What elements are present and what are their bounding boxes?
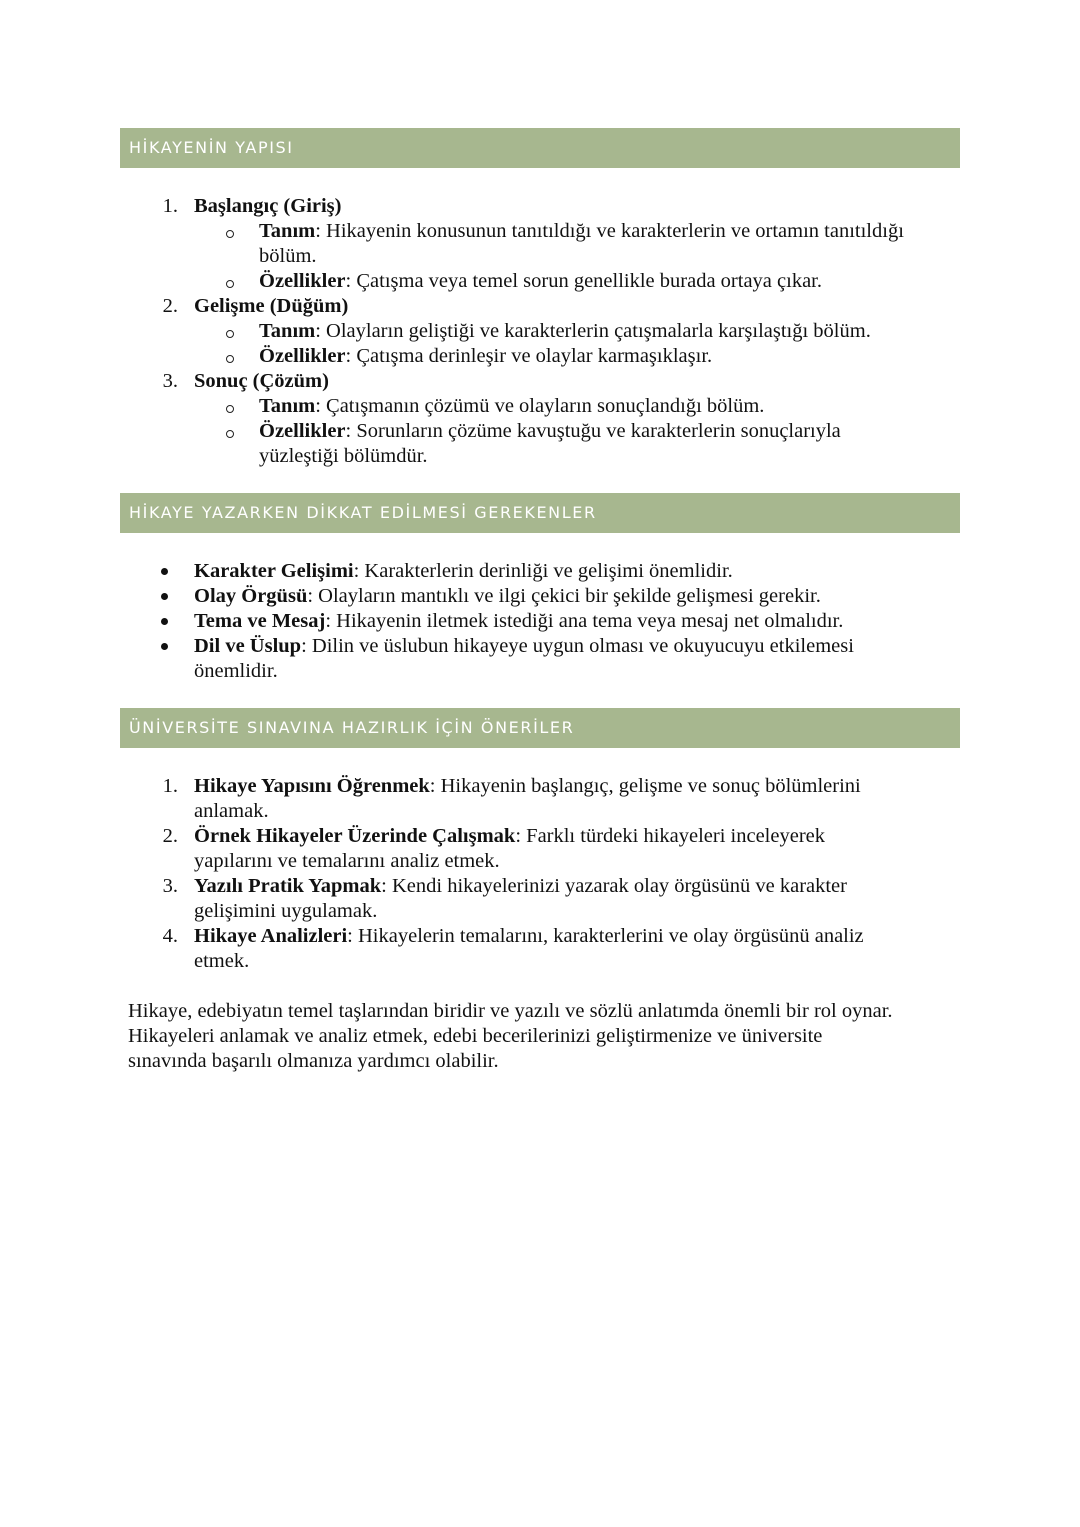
tip-item-continued: önemlidir. <box>194 660 278 682</box>
list-number: 2. <box>162 825 178 847</box>
exam-item: Örnek Hikayeler Üzerinde Çalışmak: Farklı türdeki hikayeleri inceleyerek <box>194 825 825 847</box>
list-item: Tanım: Çatışmanın çözümü ve olayların sonuçlandığı bölüm. <box>259 395 765 417</box>
list-number: 2. <box>162 295 178 317</box>
list-heading: Sonuç (Çözüm) <box>194 370 329 392</box>
circle-bullet-icon <box>226 430 234 438</box>
tip-item: Karakter Gelişimi: Karakterlerin derinliği ve gelişimi önemlidir. <box>194 560 733 582</box>
exam-item: Hikaye Analizleri: Hikayelerin temalarını, karakterlerini ve olay örgüsünü analiz <box>194 925 864 947</box>
bullet-icon <box>161 568 168 575</box>
exam-item-continued: yapılarını ve temalarını analiz etmek. <box>194 850 500 872</box>
exam-item: Hikaye Yapısını Öğrenmek: Hikayenin başlangıç, gelişme ve sonuç bölümlerini <box>194 775 861 797</box>
list-number: 3. <box>162 370 178 392</box>
bullet-icon <box>161 593 168 600</box>
exam-item-continued: anlamak. <box>194 800 269 822</box>
circle-bullet-icon <box>226 355 234 363</box>
tip-item: Dil ve Üslup: Dilin ve üslubun hikayeye uygun olması ve okuyucuyu etkilemesi <box>194 635 854 657</box>
conclusion-line: Hikayeleri anlamak ve analiz etmek, edebi becerilerinizi geliştirmenize ve üniversite <box>128 1025 823 1047</box>
section-header-exam: ÜNİVERSİTE SINAVINA HAZIRLIK İÇİN ÖNERİLER <box>120 708 960 748</box>
conclusion-line: sınavında başarılı olmanıza yardımcı olabilir. <box>128 1050 499 1072</box>
list-item: Özellikler: Sorunların çözüme kavuştuğu ve karakterlerin sonuçlarıyla <box>259 420 841 442</box>
circle-bullet-icon <box>226 405 234 413</box>
circle-bullet-icon <box>226 230 234 238</box>
section-header-tips: HİKAYE YAZARKEN DİKKAT EDİLMESİ GEREKENLER <box>120 493 960 533</box>
list-item: Özellikler: Çatışma derinleşir ve olaylar karmaşıklaşır. <box>259 345 713 367</box>
section-header-structure: HİKAYENİN YAPISI <box>120 128 960 168</box>
list-item: Tanım: Hikayenin konusunun tanıtıldığı ve karakterlerin ve ortamın tanıtıldığı <box>259 220 904 242</box>
bullet-icon <box>161 643 168 650</box>
list-number: 1. <box>162 775 178 797</box>
list-item: Özellikler: Çatışma veya temel sorun genellikle burada ortaya çıkar. <box>259 270 822 292</box>
exam-item-continued: gelişimini uygulamak. <box>194 900 378 922</box>
list-item-continued: bölüm. <box>259 245 317 267</box>
tip-item: Tema ve Mesaj: Hikayenin iletmek istediği ana tema veya mesaj net olmalıdır. <box>194 610 844 632</box>
list-item-continued: yüzleştiği bölümdür. <box>259 445 428 467</box>
bullet-icon <box>161 618 168 625</box>
circle-bullet-icon <box>226 280 234 288</box>
list-item: Tanım: Olayların geliştiği ve karakterlerin çatışmalarla karşılaştığı bölüm. <box>259 320 871 342</box>
tip-item: Olay Örgüsü: Olayların mantıklı ve ilgi çekici bir şekilde gelişmesi gerekir. <box>194 585 821 607</box>
exam-item: Yazılı Pratik Yapmak: Kendi hikayelerinizi yazarak olay örgüsünü ve karakter <box>194 875 847 897</box>
conclusion-line: Hikaye, edebiyatın temel taşlarından biridir ve yazılı ve sözlü anlatımda önemli bir rol oynar. <box>128 1000 893 1022</box>
list-number: 3. <box>162 875 178 897</box>
list-heading: Gelişme (Düğüm) <box>194 295 349 317</box>
circle-bullet-icon <box>226 330 234 338</box>
list-number: 1. <box>162 195 178 217</box>
list-heading: Başlangıç (Giriş) <box>194 195 342 217</box>
exam-item-continued: etmek. <box>194 950 250 972</box>
list-number: 4. <box>162 925 178 947</box>
